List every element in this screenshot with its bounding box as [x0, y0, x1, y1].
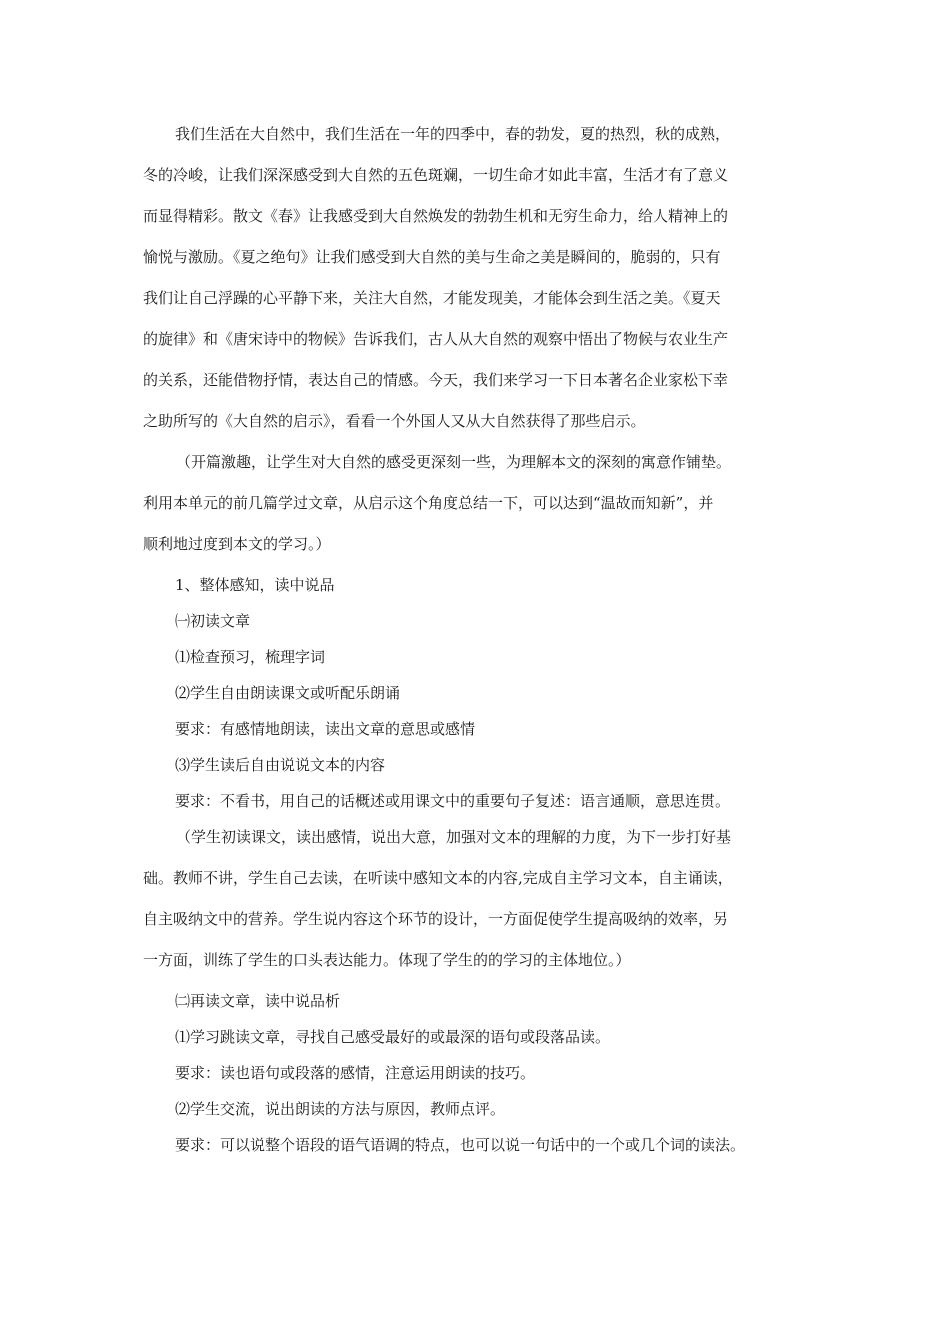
paragraph-line: 顺利地过度到本文的学习。） [143, 535, 331, 553]
requirement-line: 要求：不看书，用自己的话概述或用课文中的重要句子复述：语言通顺，意思连贯。 [175, 792, 731, 810]
paragraph-line: 我们生活在大自然中，我们生活在一年的四季中，春的勃发，夏的热烈，秋的成熟， [175, 125, 731, 143]
section-reread [143, 988, 813, 1168]
section-overall-perception [143, 572, 813, 824]
paragraph-line: （开篇激趣，让学生对大自然的感受更深刻一些，为理解本文的深刻的寓意作铺垫。 [176, 453, 732, 471]
paragraph-line: 而显得精彩。散文《春》让我感受到大自然焕发的勃勃生机和无穷生命力，给人精神上的 [143, 207, 729, 225]
paragraph-line: 的旋律》和《唐宋诗中的物候》告诉我们，古人从大自然的观察中悟出了物候与农业生产 [143, 330, 729, 348]
paragraph-line: 础。教师不讲，学生自己去读，在听读中感知文本的内容,完成自主学习文本，自主诵读， [143, 869, 733, 887]
step-item: ⑶学生读后自由说说文本的内容 [175, 756, 386, 774]
paragraph-line: 冬的冷峻，让我们深深感受到大自然的五色斑斓，一切生命才如此丰富，生活才有了意义 [143, 166, 729, 184]
teaching-note-paragraph [143, 824, 813, 988]
paragraph-line: 之助所写的《大自然的启示》，看看一个外国人又从大自然获得了那些启示。 [143, 412, 646, 430]
step-item: ⑴学习跳读文章，寻找自己感受最好的或最深的语句或段落品读。 [175, 1028, 611, 1046]
document-body [143, 121, 813, 1168]
paragraph-line: （学生初读课文，读出感情，说出大意，加强对文本的理解的力度，为下一步打好基 [176, 828, 732, 846]
requirement-line: 要求：可以说整个语段的语气语调的特点，也可以说一句话中的一个或几个词的读法。 [175, 1136, 746, 1154]
paragraph-line: 自主吸纳文中的营养。学生说内容这个环节的设计，一方面促使学生提高吸纳的效率，另 [143, 910, 729, 928]
paragraph-line: 一方面，训练了学生的口头表达能力。体现了学生的的学习的主体地位。） [143, 951, 631, 969]
requirement-line: 要求：有感情地朗读，读出文章的意思或感情 [175, 720, 476, 738]
step-item: ⑴检查预习，梳理字词 [175, 648, 326, 666]
paragraph-line: 我们让自己浮躁的心平静下来，关注大自然，才能发现美，才能体会到生活之美。《夏天 [143, 289, 721, 307]
step-item: ⑵学生交流，说出朗读的方法与原因，教师点评。 [175, 1100, 506, 1118]
paragraph-line: 的关系，还能借物抒情，表达自己的情感。今天，我们来学习一下日本著名企业家松下幸 [143, 371, 729, 389]
subsection-heading: ㈠初读文章 [175, 612, 251, 630]
paragraph-line: 愉悦与激励。《夏之绝句》让我们感受到大自然的美与生命之美是瞬间的，脆弱的，只有 [143, 248, 721, 266]
subsection-heading: ㈡再读文章，读中说品析 [175, 992, 341, 1010]
teaching-note-paragraph [143, 449, 813, 572]
step-item: ⑵学生自由朗读课文或听配乐朗诵 [175, 684, 401, 702]
paragraph-line: 利用本单元的前几篇学过文章，从启示这个角度总结一下，可以达到“温故而知新”，并 [143, 494, 714, 512]
requirement-line: 要求：读也语句或段落的感情，注意运用朗读的技巧。 [175, 1064, 536, 1082]
section-heading: 1、整体感知，读中说品 [175, 576, 335, 594]
intro-paragraph [143, 121, 813, 449]
